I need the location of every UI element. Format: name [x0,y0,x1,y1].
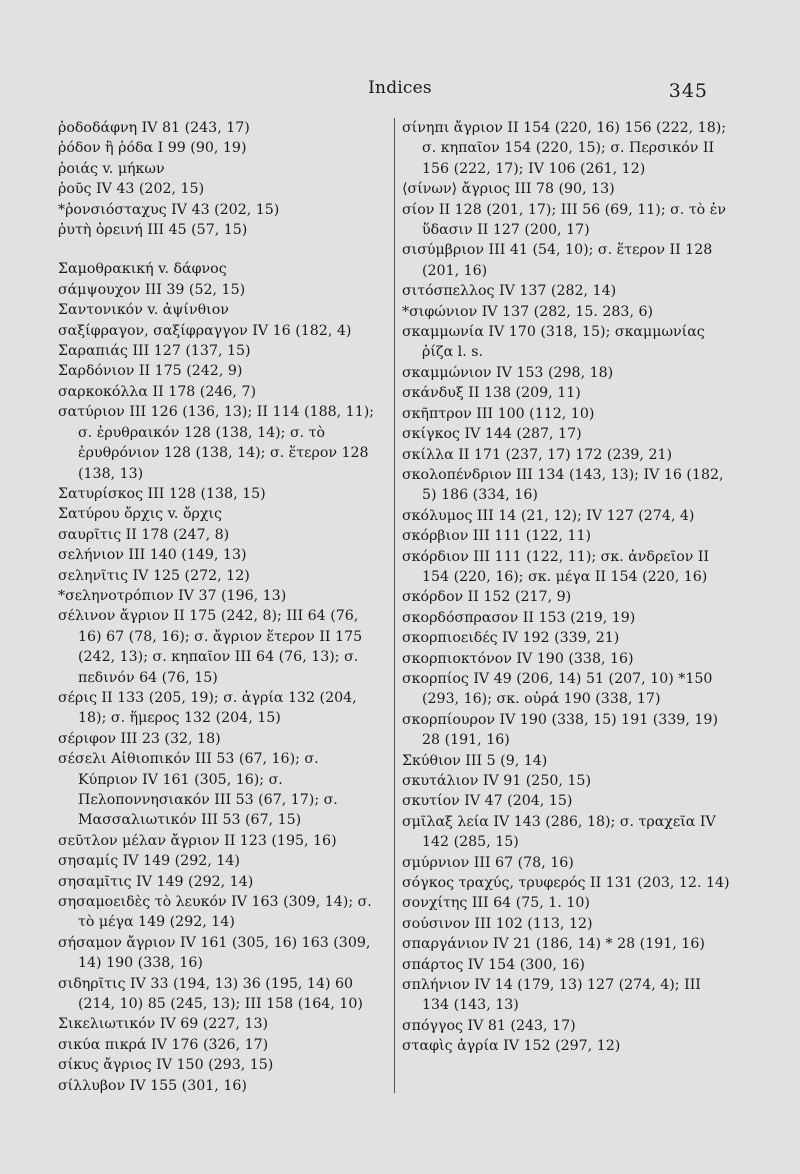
index-entry: σταφὶς ἀγρία IV 152 (297, 12) [402,1038,621,1055]
index-entry: σκολοπένδριον III 134 (143, 13); IV 16 (182, 5) 186 (334, 16) [402,466,724,504]
index-entry: σκυτάλιον IV 91 (250, 15) [402,773,591,789]
index-entry: Σατυρίσκος III 128 (138, 15) [58,485,266,502]
index-entry: ῥοδοδάφνη IV 81 (243, 17) [58,120,250,136]
index-entry: σάμψουχον III 39 (52, 15) [58,281,246,298]
index-entry: σέλινον ἄγριον II 175 (242, 8); III 64 (76, 16) 67 (78, 16); σ. ἄγριον ἕτερον II 175 (242, 13); σ. κηπαῖον III 64 (76, 13); σ. πεδινόν 64 (76, 15) [58,608,363,686]
index-entry: σπάρτος IV 154 (300, 16) [402,956,585,973]
index-entry: σμύρνιον III 67 (78, 16) [402,854,574,871]
index-entry: σεῦτλον μέλαν ἄγριον II 123 (195, 16) [58,832,337,849]
index-entry: σκόλυμος III 14 (21, 12); IV 127 (274, 4) [402,507,695,524]
index-entry: σαξίφραγον, σαξίφραγγον IV 16 (182, 4) [58,322,352,339]
index-entry: σκόρδιον III 111 (122, 11); σκ. ἀνδρεῖον II 154 (220, 16); σκ. μέγα II 154 (220, 16) [402,548,710,585]
running-header-title: Indices [368,78,432,98]
page-number: 345 [668,80,708,102]
index-entry: ῥοῦς IV 43 (202, 15) [58,181,205,198]
index-entry: Σκύθιον III 5 (9, 14) [402,752,548,769]
index-entry: σπόγγος IV 81 (243, 17) [402,1017,576,1034]
index-entry: *σεληνοτρόπιον IV 37 (196, 13) [58,587,287,604]
index-entry: σκόρβιον III 111 (122, 11) [402,528,592,545]
index-entry: Σαραπιάς III 127 (137, 15) [58,343,251,360]
index-entry: σκυτίον IV 47 (204, 15) [402,793,573,810]
index-entry: σπαργάνιον IV 21 (186, 14) * 28 (191, 16) [402,936,705,953]
index-entry: σιτόσπελλος IV 137 (282, 14) [402,283,617,300]
index-entry: ῥόδον ἢ ῥόδα I 99 (90, 19) [58,140,247,157]
index-entry: σούσινον III 102 (113, 12) [402,915,593,932]
index-entry: σησαμίς IV 149 (292, 14) [58,853,240,870]
index-column-left [58,118,378,1096]
index-entry: Σαντονικόν v. ἀψίνθιον [58,302,229,319]
index-entry: σίνηπι ἄγριον II 154 (220, 16) 156 (222, 18); σ. κηπαῖον 154 (220, 15); σ. Περσικόν II 156 (222, 17); IV 106 (261, 12) [402,120,727,177]
index-entry: σατύριον III 126 (136, 13); II 114 (188, 11); σ. ἐρυθραικόν 128 (138, 14); σ. τὸ ἐρυθρόνιον 128 (138, 14); σ. ἕτερον 128 (138, 13) [58,404,375,482]
index-entry: σίκυς ἄγριος IV 150 (293, 15) [58,1057,274,1074]
index-entry: ῥυτὴ ὀρεινή III 45 (57, 15) [58,222,248,239]
index-entry: σπλήνιον IV 14 (179, 13) 127 (274, 4); III 134 (143, 13) [402,977,701,1014]
index-entry: σκίλλα II 171 (237, 17) 172 (239, 21) [402,446,673,463]
index-entry: σκορπίος IV 49 (206, 14) 51 (207, 10) *150 (293, 16); σκ. οὐρά 190 (338, 17) [402,670,713,708]
index-entry: σκαμμώνιον IV 153 (298, 18) [402,364,614,381]
index-entry: ⟨σίνων⟩ ἄγριος III 78 (90, 13) [402,181,615,198]
index-entry: *σιφώνιον IV 137 (282, 15. 283, 6) [402,303,654,320]
index-entry: σαρκοκόλλα II 178 (246, 7) [58,383,257,400]
index-entry: σιδηρῖτις IV 33 (194, 13) 36 (195, 14) 60 (214, 10) 85 (245, 13); III 158 (164, 10) [58,975,363,1013]
index-entry: σέσελι Αἰθιοπικόν III 53 (67, 16); σ. Κύπριον IV 161 (305, 16); σ. Πελοποννησιακόν III 53 (67, 17); σ. Μασσαλιωτικόν III 53 (67, 15) [58,751,338,829]
index-entry: σησαμῖτις IV 149 (292, 14) [58,873,254,890]
index-entry: σίον II 128 (201, 17); III 56 (69, 11); σ. τὸ ἐν ὕδασιν II 127 (200, 17) [402,201,726,239]
index-entry: σήσαμον ἄγριον IV 161 (305, 16) 163 (309, 14) 190 (338, 16) [58,934,371,972]
index-entry: σκῆπτρον III 100 (112, 10) [402,405,595,422]
index-entry: σισύμβριον III 41 (54, 10); σ. ἕτερον II 128 (201, 16) [402,242,713,279]
index-entry: σκίγκος IV 144 (287, 17) [402,426,582,443]
index-entry: ῥοιάς v. μήκων [58,160,165,177]
index-entry: Σαρδόνιον II 175 (242, 9) [58,363,243,380]
index-entry: Σατύρου ὄρχις v. ὄρχις [58,506,222,523]
index-entry: *ῥονσιόσταχυς IV 43 (202, 15) [58,201,280,218]
index-entry: σελήνιον III 140 (149, 13) [58,547,247,564]
index-entry: σησαμοειδὲς τὸ λευκόν IV 163 (309, 14); σ. τὸ μέγα 149 (292, 14) [58,894,372,931]
index-entry: σονχίτης III 64 (75, 1. 10) [402,895,590,912]
index-entry: Σικελιωτικόν IV 69 (227, 13) [58,1016,269,1033]
index-entry: σκαμμωνία IV 170 (318, 15); σκαμμωνίας ῥίζα l. s. [402,324,705,361]
index-entry: σκόρδον II 152 (217, 9) [402,589,572,606]
index-entry: Σαμοθρακική v. δάφνος [58,261,227,278]
index-column-right [394,118,732,1093]
index-entry: σίλλυβον IV 155 (301, 16) [58,1077,247,1094]
index-entry: σμῖλαξ λεία IV 143 (286, 18); σ. τραχεῖα IV 142 (285, 15) [402,813,716,851]
index-entry: σόγκος τραχύς, τρυφερός II 131 (203, 12. 14) [402,875,730,892]
index-entry: σκάνδυξ II 138 (209, 11) [402,385,581,402]
index-entry: σκορδόσπρασον II 153 (219, 19) [402,609,636,626]
index-entry: σκορπιοειδές IV 192 (339, 21) [402,630,620,647]
index-entry: σέρις II 133 (205, 19); σ. ἀγρία 132 (204, 18); σ. ἥμερος 132 (204, 15) [58,689,357,727]
section-gap [58,240,378,259]
index-entry: σέριφον III 23 (32, 18) [58,730,221,747]
index-entry: σικύα πικρά IV 176 (326, 17) [58,1036,269,1053]
index-entry: σκορπιοκτόνον IV 190 (338, 16) [402,650,634,667]
index-entry: σαυρῖτις II 178 (247, 8) [58,526,230,543]
index-entry: σκορπίουρον IV 190 (338, 15) 191 (339, 19) 28 (191, 16) [402,711,718,749]
index-entry: σεληνῖτις IV 125 (272, 12) [58,567,250,584]
